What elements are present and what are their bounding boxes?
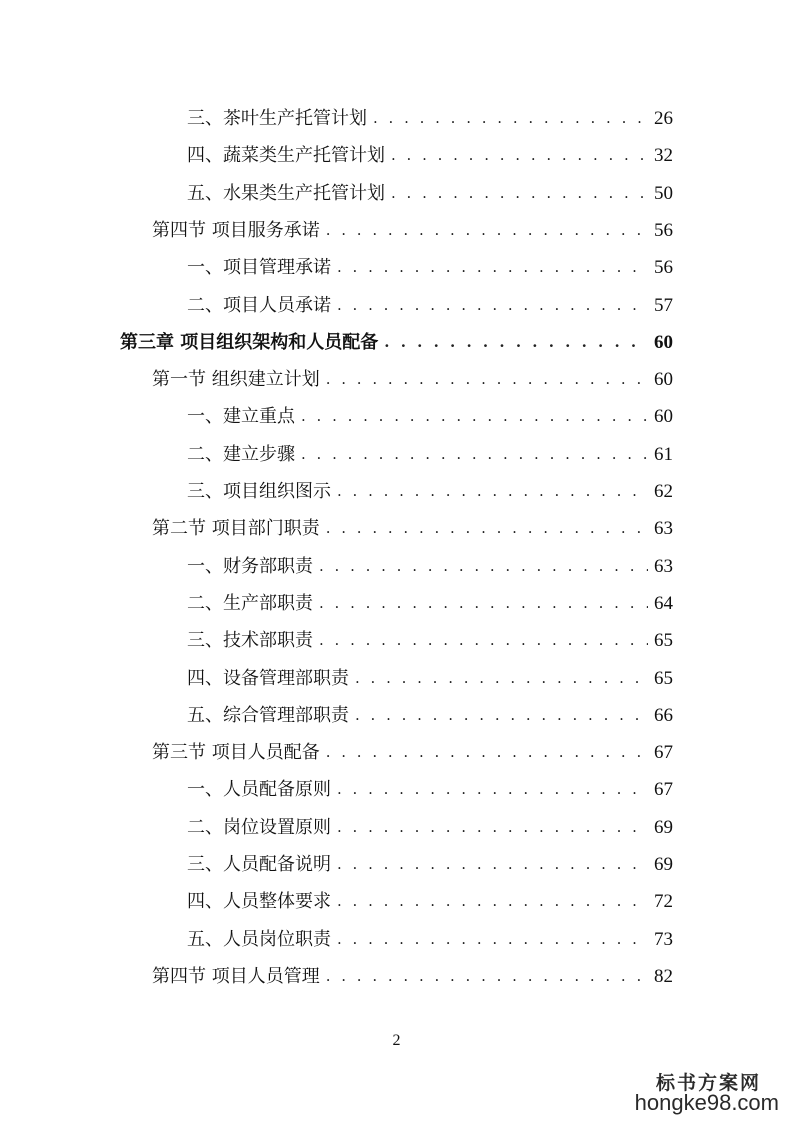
toc-entry[interactable] xyxy=(187,622,673,659)
toc-dot-leader xyxy=(355,697,648,734)
toc-entry-title: 三、茶叶生产托管计划 xyxy=(187,108,367,129)
watermark-url: hongke98.com xyxy=(634,1090,779,1115)
toc-dot-leader xyxy=(391,175,648,212)
toc-dot-leader xyxy=(319,585,648,622)
toc-entry-title: 第一节 组织建立计划 xyxy=(152,369,320,391)
toc-entry[interactable] xyxy=(187,697,673,734)
toc-entry[interactable] xyxy=(187,473,673,510)
toc-entry-title: 第三章 项目组织架构和人员配备 xyxy=(120,331,379,353)
toc-entry[interactable] xyxy=(152,212,673,249)
toc-dot-leader xyxy=(326,510,648,547)
toc-entry-title: 一、项目管理承诺 xyxy=(187,257,331,279)
toc-dot-leader xyxy=(319,622,648,659)
toc-entry[interactable] xyxy=(187,846,673,883)
toc-entry-page: 60 xyxy=(654,331,673,353)
toc-entry-title: 二、建立步骤 xyxy=(187,443,295,465)
watermark-site-name: 标书方案网 xyxy=(655,1072,761,1094)
toc-entry-title: 一、财务部职责 xyxy=(187,555,313,577)
toc-entry-page: 61 xyxy=(654,443,673,465)
toc-entry-title: 五、水果类生产托管计划 xyxy=(187,182,385,204)
toc-entry-page: 67 xyxy=(654,742,673,764)
toc-entry-page: 65 xyxy=(654,630,673,652)
toc-entry[interactable] xyxy=(187,921,673,958)
toc-dot-leader xyxy=(326,958,648,995)
toc-dot-leader xyxy=(301,436,648,473)
toc-entry[interactable] xyxy=(187,137,673,174)
toc-entry-page: 63 xyxy=(654,518,673,540)
toc-dot-leader xyxy=(391,137,648,174)
toc-entry[interactable] xyxy=(187,585,673,622)
toc-entry-page: 50 xyxy=(654,182,673,204)
toc-entry-title: 二、项目人员承诺 xyxy=(187,294,331,316)
toc-entry[interactable] xyxy=(187,660,673,697)
toc-dot-leader xyxy=(355,660,648,697)
toc-entry-page: 56 xyxy=(654,257,673,279)
toc-entry[interactable] xyxy=(187,100,673,137)
toc-dot-leader xyxy=(337,287,648,324)
toc-entry[interactable] xyxy=(120,324,673,361)
toc-entry-title: 三、项目组织图示 xyxy=(187,481,331,502)
toc-entry[interactable] xyxy=(187,436,673,473)
toc-entry[interactable] xyxy=(152,734,673,771)
toc-entry-page: 69 xyxy=(654,816,673,838)
toc-entry[interactable] xyxy=(152,361,673,398)
toc-entry-page: 73 xyxy=(654,928,673,950)
toc-entry-title: 二、生产部职责 xyxy=(187,592,313,614)
toc-dot-leader xyxy=(337,883,648,920)
toc-dot-leader xyxy=(326,212,648,249)
toc-entry-title: 三、技术部职责 xyxy=(187,630,313,652)
toc-entry-page: 67 xyxy=(654,779,673,801)
toc-dot-leader xyxy=(326,361,648,398)
toc-entry[interactable] xyxy=(152,958,673,995)
toc-entry-page: 63 xyxy=(654,555,673,577)
toc-dot-leader xyxy=(384,324,648,361)
toc-entry-page: 57 xyxy=(654,294,673,316)
toc-entry-page: 64 xyxy=(654,592,673,614)
toc-dot-leader xyxy=(301,398,648,435)
toc-entry-page: 26 xyxy=(654,108,673,129)
toc-entry[interactable] xyxy=(152,510,673,547)
toc-dot-leader xyxy=(373,100,648,137)
toc-entry[interactable] xyxy=(187,883,673,920)
toc-entry-title: 一、人员配备原则 xyxy=(187,779,331,801)
toc-entry-page: 65 xyxy=(654,667,673,689)
toc-entry-page: 56 xyxy=(654,219,673,241)
toc-dot-leader xyxy=(337,771,648,808)
toc-entry-title: 四、设备管理部职责 xyxy=(187,667,349,689)
toc-entry-page: 66 xyxy=(654,704,673,726)
toc-entry-title: 二、岗位设置原则 xyxy=(187,816,331,838)
toc-entry-page: 62 xyxy=(654,481,673,502)
toc-entry-page: 69 xyxy=(654,854,673,875)
toc-dot-leader xyxy=(337,921,648,958)
toc-entry-page: 82 xyxy=(654,965,673,987)
toc-entry-title: 四、人员整体要求 xyxy=(187,891,331,913)
toc-entry[interactable] xyxy=(187,398,673,435)
toc-entry[interactable] xyxy=(187,548,673,585)
toc-entry[interactable] xyxy=(187,809,673,846)
toc-entry-title: 第四节 项目服务承诺 xyxy=(152,219,320,241)
toc-dot-leader xyxy=(337,809,648,846)
toc-dot-leader xyxy=(337,473,648,510)
toc-dot-leader xyxy=(337,846,648,883)
toc-dot-leader xyxy=(319,548,648,585)
toc-dot-leader xyxy=(326,734,648,771)
toc-entry[interactable] xyxy=(187,287,673,324)
toc-entry-title: 一、建立重点 xyxy=(187,406,295,428)
toc-entry-title: 五、综合管理部职责 xyxy=(187,704,349,726)
toc-entry-page: 32 xyxy=(654,145,673,167)
toc-entry-title: 五、人员岗位职责 xyxy=(187,928,331,950)
toc-entry[interactable] xyxy=(187,771,673,808)
toc-entry-title: 第二节 项目部门职责 xyxy=(152,518,320,540)
toc-entry[interactable] xyxy=(187,249,673,286)
page-number: 2 xyxy=(392,1032,401,1049)
toc-entry-title: 第四节 项目人员管理 xyxy=(152,965,320,987)
toc-entry-title: 四、蔬菜类生产托管计划 xyxy=(187,145,385,167)
toc-entry-page: 60 xyxy=(654,369,673,391)
toc-entry[interactable] xyxy=(187,175,673,212)
toc-entry-title: 三、人员配备说明 xyxy=(187,854,331,875)
toc-entry-page: 72 xyxy=(654,891,673,913)
toc-dot-leader xyxy=(337,249,648,286)
toc-entry-page: 60 xyxy=(654,406,673,428)
toc-entry-title: 第三节 项目人员配备 xyxy=(152,742,320,764)
